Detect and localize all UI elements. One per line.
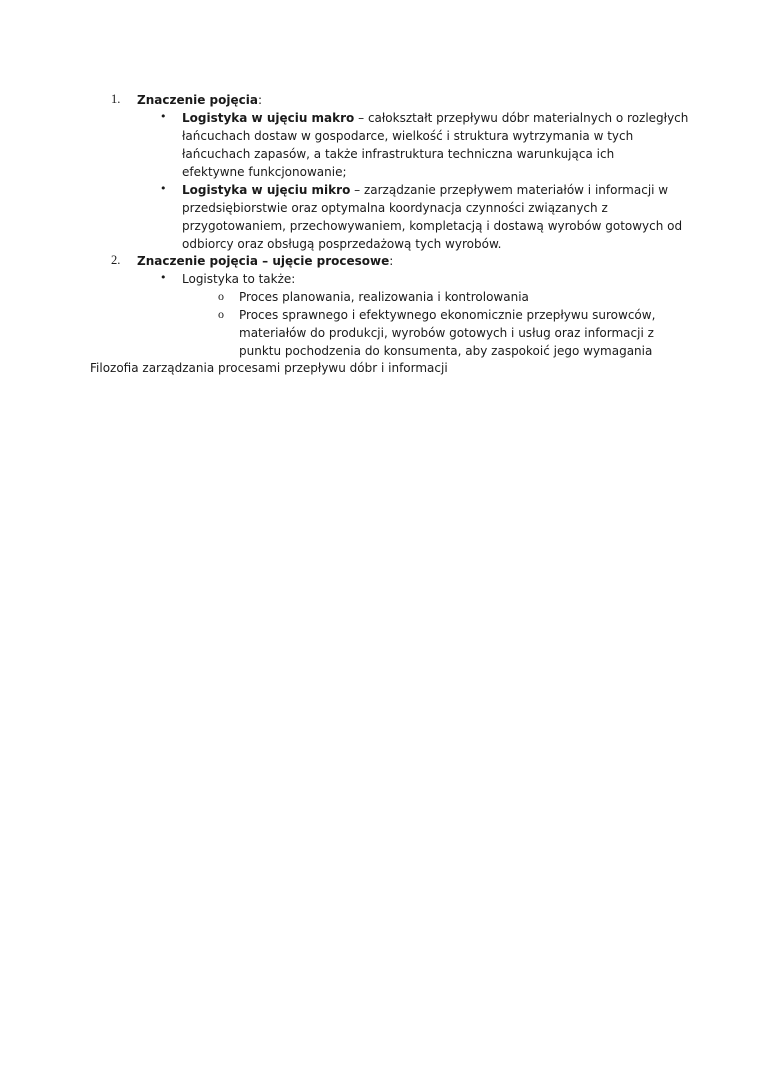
subitem-2-line-3: punktu pochodzenia do konsumenta, aby zaspokoić jego wymagania bbox=[239, 344, 653, 358]
definition-makro-line-4: efektywne funkcjonowanie; bbox=[182, 165, 347, 179]
definition-makro-line-2: łańcuchach dostaw w gospodarce, wielkość i struktura wytrzymania w tych bbox=[182, 129, 634, 143]
bullet-icon: • bbox=[160, 182, 167, 195]
term-makro: Logistyka w ujęciu makro bbox=[182, 111, 355, 125]
definition-makro-line-1 bbox=[182, 110, 688, 127]
subitem-2-line-1: Proces sprawnego i efektywnego ekonomicznie przepływu surowców, bbox=[239, 308, 656, 322]
definition-text: – zarządzanie przepływem materiałów i informacji w bbox=[350, 183, 669, 197]
definition-mikro-line-4: odbiorcy oraz obsługą posprzedażową tych wyrobów. bbox=[182, 237, 502, 251]
footer-text: Filozofia zarządzania procesami przepływu dóbr i informacji bbox=[90, 361, 448, 375]
section-heading-1 bbox=[137, 92, 262, 109]
section-heading-1-suffix: : bbox=[257, 93, 263, 107]
definition-mikro-line-1 bbox=[182, 182, 668, 199]
definition-mikro-line-2: przedsiębiorstwie oraz optymalna koordynacja czynności związanych z bbox=[182, 201, 608, 215]
list-number-2: 2. bbox=[111, 253, 121, 267]
bullet-icon: • bbox=[160, 110, 167, 123]
section-heading-2-text: Znaczenie pojęcia – ujęcie procesowe bbox=[137, 254, 390, 268]
definition-makro-line-3: łańcuchach zapasów, a także infrastruktura techniczna warunkująca ich bbox=[182, 147, 615, 161]
bullet-text-logistyka: Logistyka to także: bbox=[182, 272, 296, 286]
subitem-1-line-1: Proces planowania, realizowania i kontrolowania bbox=[239, 290, 529, 304]
bullet-icon: • bbox=[160, 271, 167, 284]
section-heading-1-text: Znaczenie pojęcia bbox=[137, 93, 258, 107]
term-mikro: Logistyka w ujęciu mikro bbox=[182, 183, 351, 197]
subitem-2-line-2: materiałów do produkcji, wyrobów gotowych i usług oraz informacji z bbox=[239, 326, 654, 340]
sub-bullet-icon: o bbox=[218, 307, 224, 321]
definition-text: – całokształt przepływu dóbr materialnych o rozległych bbox=[354, 111, 689, 125]
section-heading-2 bbox=[137, 253, 393, 270]
definition-mikro-line-3: przygotowaniem, przechowywaniem, kompletacją i dostawą wyrobów gotowych od bbox=[182, 219, 683, 233]
list-number-1: 1. bbox=[111, 92, 121, 106]
section-heading-2-suffix: : bbox=[389, 254, 394, 268]
sub-bullet-icon: o bbox=[218, 289, 224, 303]
